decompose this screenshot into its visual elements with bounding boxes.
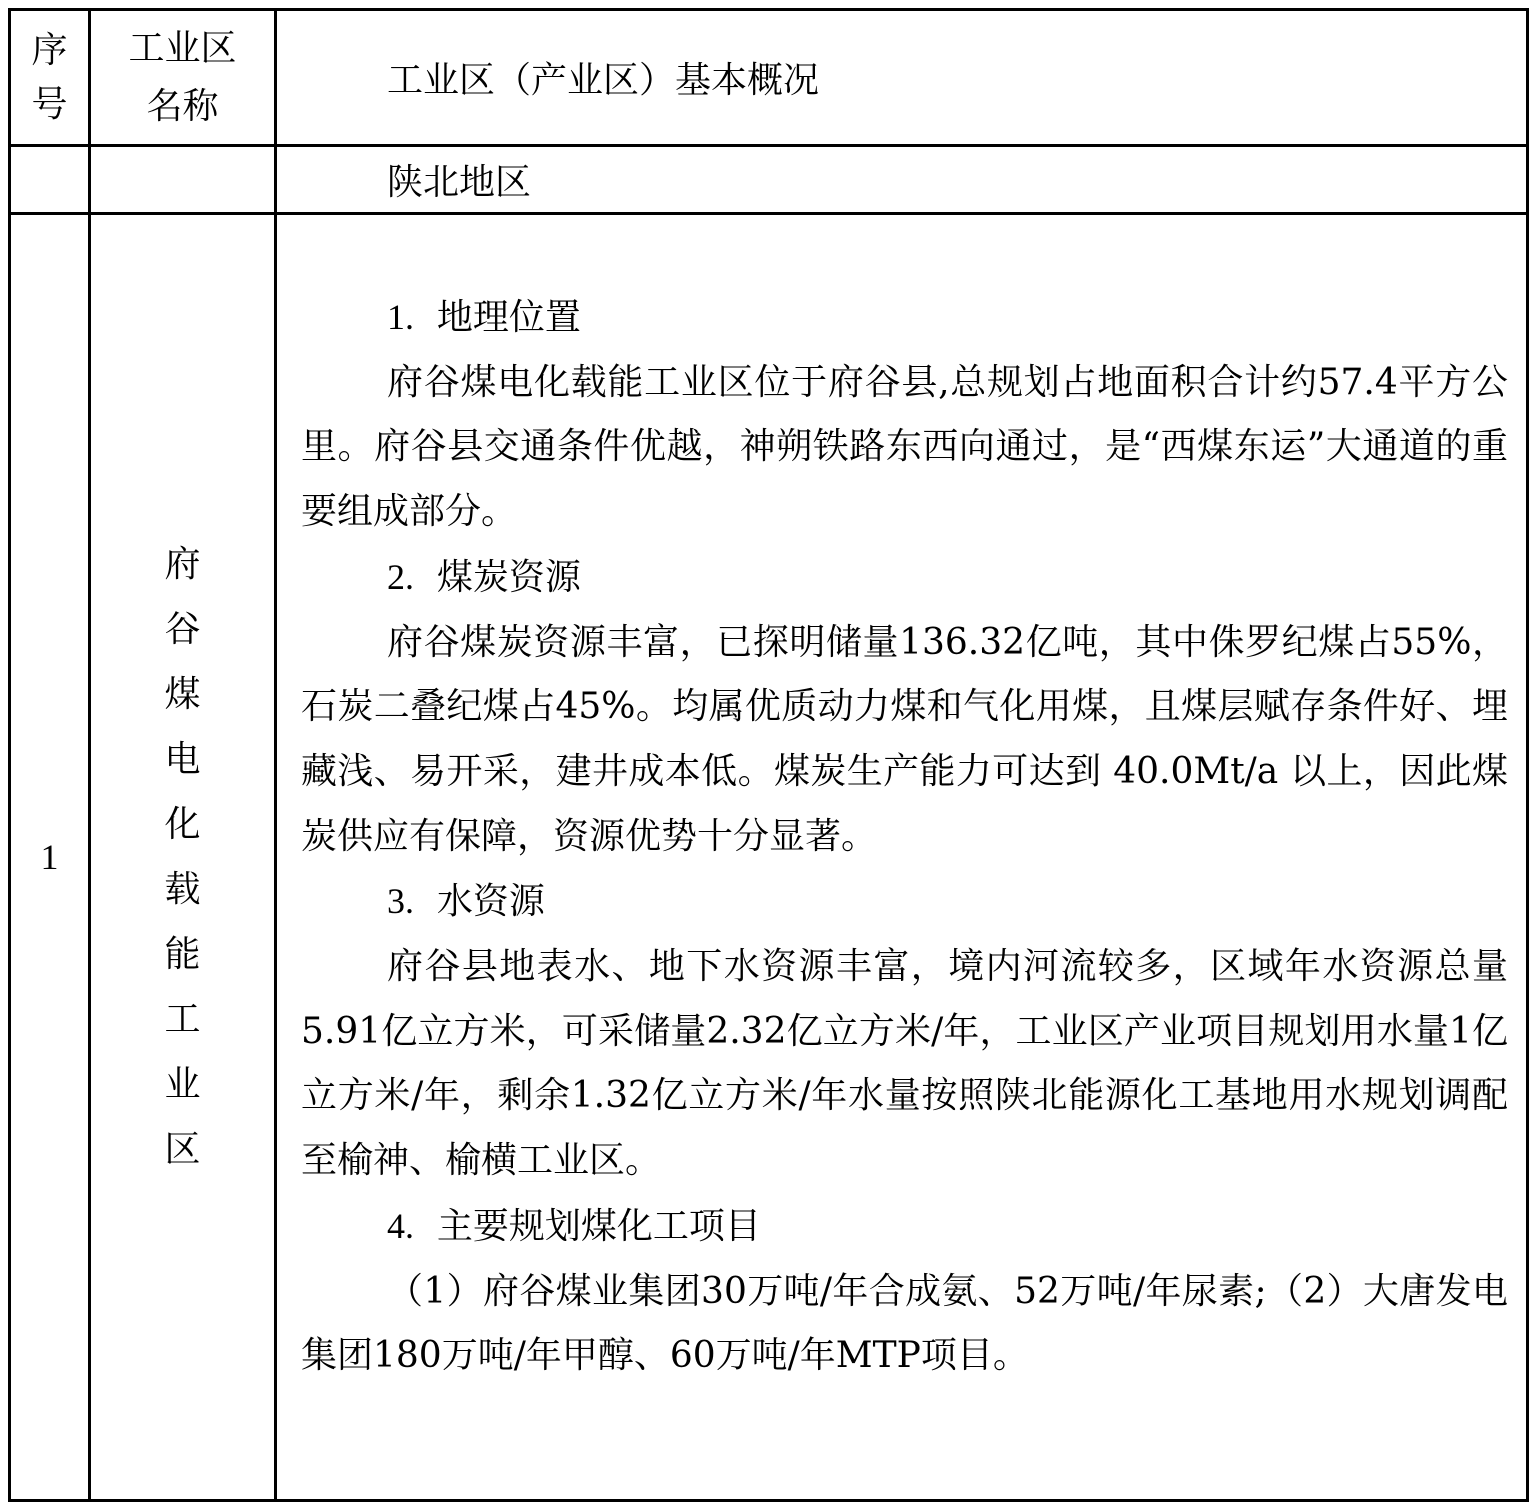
row-seq: 1 <box>10 214 90 1501</box>
header-seq-cell <box>10 10 90 146</box>
zone-name-char: 区 <box>164 1129 201 1170</box>
header-name-line1: 工业区 <box>128 27 237 69</box>
header-desc-cell: 工业区（产业区）基本概况 <box>276 10 1528 146</box>
description-content <box>277 215 1526 1389</box>
region-row <box>10 146 1528 214</box>
zone-name-char: 能 <box>164 934 201 975</box>
zone-name-char: 电 <box>164 739 201 780</box>
region-name-cell <box>90 146 276 214</box>
header-seq-line1: 序 <box>31 29 68 71</box>
section-heading-coal: 2. 煤炭资源 <box>387 556 581 598</box>
paragraph-projects: （1）府谷煤业集团30万吨/年合成氨、52万吨/年尿素;（2）大唐发电集团180万吨/年甲醇、60万吨/年MTP项目。 <box>301 1270 1508 1377</box>
zone-name-char: 工 <box>164 999 201 1040</box>
zone-name-char: 府 <box>164 544 201 585</box>
zone-name-char: 煤 <box>164 674 201 715</box>
section-heading-projects: 4. 主要规划煤化工项目 <box>387 1205 761 1247</box>
region-seq-cell <box>10 146 90 214</box>
paragraph-water: 府谷县地表水、地下水资源丰富，境内河流较多，区域年水资源总量5.91亿立方米，可采储量2.32亿立方米/年，工业区产业项目规划用水量1亿立方米/年，剩余1.32亿立方米/年水量按照陕北能源化工基地用水规划调配至榆神、榆横工业区。 <box>301 946 1508 1182</box>
zone-name-char: 载 <box>164 869 201 910</box>
description-cell <box>276 214 1528 1501</box>
region-label: 陕北地区 <box>276 146 1528 214</box>
zone-name-char: 业 <box>164 1064 201 1105</box>
zone-name-vertical <box>90 214 276 1501</box>
zone-name-char: 化 <box>164 804 201 845</box>
header-row <box>10 10 1528 146</box>
section-heading-water: 3. 水资源 <box>387 881 545 923</box>
header-seq-line2: 号 <box>31 83 68 125</box>
header-name-cell <box>90 10 276 146</box>
header-name-line2: 名称 <box>146 85 219 127</box>
section-heading-geography: 1. 地理位置 <box>387 297 581 338</box>
table-row <box>10 214 1528 1501</box>
paragraph-coal: 府谷煤炭资源丰富，已探明储量136.32亿吨，其中侏罗纪煤占55%，石炭二叠纪煤占45%。均属优质动力煤和气化用煤，且煤层赋存条件好、埋藏浅、易开采，建井成本低。煤炭生产能力可达到 40.0Mt/a 以上，因此煤炭供应有保障，资源优势十分显著。 <box>301 621 1508 857</box>
zone-name-char: 谷 <box>164 609 201 650</box>
industrial-zone-table <box>8 8 1529 1502</box>
paragraph-geography: 府谷煤电化载能工业区位于府谷县,总规划占地面积合计约57.4平方公里。府谷县交通条件优越，神朔铁路东西向通过，是“西煤东运”大通道的重要组成部分。 <box>301 361 1508 533</box>
